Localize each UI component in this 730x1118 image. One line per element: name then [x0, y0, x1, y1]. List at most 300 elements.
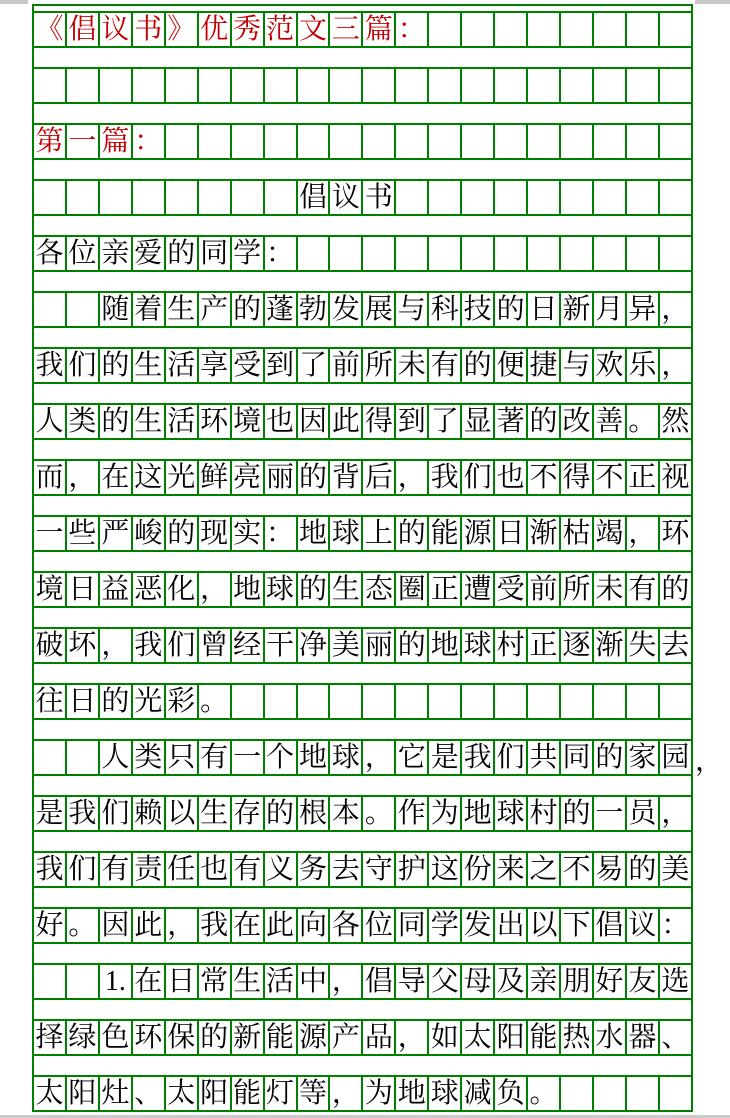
grid-cell: [527, 68, 560, 103]
grid-cell: 阳: [494, 1020, 527, 1055]
grid-cell: 倡: [66, 12, 99, 47]
grid-cell: [626, 1076, 659, 1111]
grid-cell: 护: [395, 852, 428, 887]
grid-cell: [362, 68, 395, 103]
grid-cell: 有: [428, 348, 461, 383]
hanging-punctuation: ，: [695, 746, 724, 777]
grid-cell: 有: [99, 852, 132, 887]
grid-text-row: [33, 740, 692, 775]
grid-cell: 选: [659, 964, 692, 999]
grid-cell: 不: [527, 460, 560, 495]
grid-cell: 地: [461, 796, 494, 831]
grid-text-row: [33, 68, 692, 103]
grid-cell: 共: [527, 740, 560, 775]
grid-cell: 前: [329, 348, 362, 383]
grid-cell: [461, 12, 494, 47]
grid-cell: 家: [626, 740, 659, 775]
grid-cell: [395, 684, 428, 719]
grid-cell: [198, 68, 231, 103]
grid-cell: 任: [165, 852, 198, 887]
grid-cell: 一: [231, 740, 264, 775]
grid-cell: 背: [329, 460, 362, 495]
grid-cell: 枯: [560, 516, 593, 551]
grid-cell: 朋: [560, 964, 593, 999]
grid-cell: 现: [198, 516, 231, 551]
grid-cell: 有: [198, 740, 231, 775]
grid-cell: ，: [66, 460, 99, 495]
grid-cell: 地: [297, 740, 330, 775]
grid-cell: 逐: [560, 628, 593, 663]
grid-cell: 此: [132, 908, 165, 943]
grid-cell: [66, 740, 99, 775]
grid-cell: 去: [659, 628, 692, 663]
grid-cell: 学: [231, 236, 264, 271]
grid-cell: [527, 124, 560, 159]
grid-cell: 在: [99, 460, 132, 495]
grid-text-row: [33, 404, 692, 439]
grid-cell: [428, 12, 461, 47]
grid-spacer-cell: [33, 495, 692, 516]
grid-spacer-cell: [33, 607, 692, 628]
grid-cell: 友: [626, 964, 659, 999]
grid-cell: 地: [395, 1076, 428, 1111]
grid-cell: 展: [362, 292, 395, 327]
grid-cell: 本: [329, 796, 362, 831]
grid-cell: 所: [560, 572, 593, 607]
grid-cell: 曾: [198, 628, 231, 663]
grid-cell: 此: [329, 404, 362, 439]
grid-cell: 也: [264, 404, 297, 439]
grid-cell: [593, 12, 626, 47]
grid-cell: 减: [461, 1076, 494, 1111]
grid-spacer-row: [33, 215, 692, 236]
grid-text-row: [33, 460, 692, 495]
grid-spacer-cell: [33, 327, 692, 348]
grid-cell: [659, 124, 692, 159]
grid-cell: 源: [297, 1020, 330, 1055]
grid-cell: [593, 124, 626, 159]
grid-cell: [659, 180, 692, 215]
grid-cell: 。: [198, 684, 231, 719]
grid-spacer-row: [33, 831, 692, 852]
grid-cell: 境: [33, 572, 66, 607]
grid-cell: [165, 124, 198, 159]
grid-spacer-cell: [33, 271, 692, 292]
grid-text-row: [33, 908, 692, 943]
grid-cell: 类: [132, 740, 165, 775]
grid-cell: [527, 180, 560, 215]
grid-cell: 位: [362, 908, 395, 943]
grid-spacer-row: [33, 999, 692, 1020]
grid-cell: ，: [395, 1020, 428, 1055]
grid-cell: 们: [66, 348, 99, 383]
grid-cell: 热: [560, 1020, 593, 1055]
grid-cell: 正: [626, 460, 659, 495]
grid-cell: 一: [66, 124, 99, 159]
grid-cell: 境: [231, 404, 264, 439]
grid-spacer-row: [33, 607, 692, 628]
grid-cell: 的: [461, 348, 494, 383]
grid-spacer-row: [33, 775, 692, 796]
grid-cell: 议: [99, 12, 132, 47]
grid-cell: [560, 1076, 593, 1111]
grid-cell: [494, 68, 527, 103]
grid-cell: 受: [494, 572, 527, 607]
grid-cell: 活: [165, 348, 198, 383]
grid-cell: 生: [132, 404, 165, 439]
grid-cell: ：: [264, 236, 297, 271]
grid-cell: 净: [297, 628, 330, 663]
grid-cell: 员: [626, 796, 659, 831]
grid-cell: 生: [198, 796, 231, 831]
grid-cell: 三: [329, 12, 362, 47]
grid-cell: 以: [527, 908, 560, 943]
grid-cell: [297, 124, 330, 159]
grid-spacer-row: [33, 327, 692, 348]
grid-cell: [362, 236, 395, 271]
grid-cell: 我: [132, 628, 165, 663]
grid-spacer-row: [33, 383, 692, 404]
grid-cell: 的: [165, 516, 198, 551]
grid-cell: 倡: [593, 908, 626, 943]
grid-cell: 这: [428, 852, 461, 887]
grid-cell: 的: [527, 404, 560, 439]
grid-cell: 遭: [461, 572, 494, 607]
grid-cell: 月: [593, 292, 626, 327]
grid-cell: [461, 180, 494, 215]
grid-cell: [231, 124, 264, 159]
grid-cell: 议: [626, 908, 659, 943]
grid-cell: 乐: [626, 348, 659, 383]
grid-cell: [560, 236, 593, 271]
grid-cell: 实: [231, 516, 264, 551]
grid-spacer-row: [33, 943, 692, 964]
grid-cell: 所: [362, 348, 395, 383]
grid-cell: 在: [132, 964, 165, 999]
grid-cell: [329, 68, 362, 103]
grid-cell: 益: [99, 572, 132, 607]
grid-cell: ，: [362, 740, 395, 775]
grid-spacer-row: [33, 663, 692, 684]
grid-cell: 。: [66, 908, 99, 943]
grid-cell: [494, 236, 527, 271]
grid-cell: 同: [395, 908, 428, 943]
grid-cell: 球: [329, 516, 362, 551]
grid-spacer-cell: [33, 47, 692, 68]
grid-spacer-row: [33, 271, 692, 292]
grid-cell: 环: [659, 516, 692, 551]
grid-spacer-row: [33, 103, 692, 124]
grid-cell: 的: [198, 1020, 231, 1055]
grid-spacer-row: [33, 5, 692, 12]
grid-cell: 出: [494, 908, 527, 943]
grid-cell: 化: [165, 572, 198, 607]
grid-cell: 向: [297, 908, 330, 943]
grid-cell: 保: [165, 1020, 198, 1055]
grid-cell: 新: [231, 1020, 264, 1055]
grid-cell: 随: [99, 292, 132, 327]
grid-cell: 丽: [362, 628, 395, 663]
grid-cell: 此: [264, 908, 297, 943]
grid-cell: 勃: [297, 292, 330, 327]
grid-cell: [264, 180, 297, 215]
grid-spacer-cell: [33, 663, 692, 684]
grid-cell: 科: [428, 292, 461, 327]
grid-cell: ，: [659, 348, 692, 383]
grid-cell: 是: [33, 796, 66, 831]
grid-cell: [66, 180, 99, 215]
grid-cell: 的: [626, 852, 659, 887]
grid-cell: 然: [659, 404, 692, 439]
grid-cell: 下: [560, 908, 593, 943]
grid-cell: [395, 180, 428, 215]
grid-cell: 受: [231, 348, 264, 383]
grid-cell: 恶: [132, 572, 165, 607]
grid-cell: [362, 684, 395, 719]
grid-spacer-cell: [33, 5, 692, 12]
grid-cell: 态: [362, 572, 395, 607]
grid-cell: 生: [132, 348, 165, 383]
grid-cell: 美: [659, 852, 692, 887]
grid-cell: 正: [527, 628, 560, 663]
grid-cell: 经: [231, 628, 264, 663]
grid-cell: 而: [33, 460, 66, 495]
grid-cell: [231, 684, 264, 719]
grid-cell: [99, 180, 132, 215]
grid-cell: 的: [99, 404, 132, 439]
grid-cell: ，: [165, 908, 198, 943]
grid-cell: [66, 964, 99, 999]
grid-cell: [494, 12, 527, 47]
grid-cell: 便: [494, 348, 527, 383]
grid-cell: 同: [198, 236, 231, 271]
grid-cell: 干: [264, 628, 297, 663]
grid-cell: 只: [165, 740, 198, 775]
grid-cell: 发: [329, 292, 362, 327]
grid-cell: 因: [297, 404, 330, 439]
grid-cell: ，: [395, 460, 428, 495]
grid-cell: 易: [593, 852, 626, 887]
grid-cell: 不: [560, 852, 593, 887]
grid-cell: 地: [428, 628, 461, 663]
grid-cell: [626, 180, 659, 215]
grid-spacer-row: [33, 1055, 692, 1076]
grid-cell: 日: [66, 684, 99, 719]
grid-cell: [362, 124, 395, 159]
grid-cell: [165, 68, 198, 103]
grid-cell: 竭: [593, 516, 626, 551]
grid-cell: 与: [395, 292, 428, 327]
grid-cell: [461, 236, 494, 271]
grid-cell: ，: [329, 1076, 362, 1111]
grid-cell: 球: [329, 740, 362, 775]
grid-cell: 源: [461, 516, 494, 551]
grid-spacer-cell: [33, 887, 692, 908]
grid-cell: 们: [66, 852, 99, 887]
grid-cell: 一: [593, 796, 626, 831]
grid-cell: 活: [264, 964, 297, 999]
grid-cell: 绿: [66, 1020, 99, 1055]
grid-cell: 破: [33, 628, 66, 663]
grid-cell: ，: [329, 964, 362, 999]
grid-cell: 因: [99, 908, 132, 943]
grid-cell: 类: [66, 404, 99, 439]
grid-spacer-row: [33, 495, 692, 516]
grid-cell: 议: [329, 180, 362, 215]
grid-cell: 人: [33, 404, 66, 439]
grid-cell: 》: [165, 12, 198, 47]
grid-text-row: [33, 292, 692, 327]
grid-cell: 篇: [99, 124, 132, 159]
grid-cell: 圈: [395, 572, 428, 607]
grid-cell: 发: [461, 908, 494, 943]
grid-cell: 。: [626, 404, 659, 439]
grid-spacer-row: [33, 159, 692, 180]
grid-cell: 同: [560, 740, 593, 775]
grid-cell: [659, 236, 692, 271]
grid-cell: [264, 124, 297, 159]
grid-cell: [33, 292, 66, 327]
grid-cell: [33, 740, 66, 775]
grid-cell: 守: [362, 852, 395, 887]
grid-cell: 之: [527, 852, 560, 887]
grid-cell: 到: [395, 404, 428, 439]
grid-cell: [527, 12, 560, 47]
grid-cell: 些: [66, 516, 99, 551]
grid-spacer-row: [33, 551, 692, 572]
grid-spacer-cell: [33, 1055, 692, 1076]
grid-cell: 球: [264, 572, 297, 607]
grid-cell: 我: [33, 348, 66, 383]
grid-cell: [560, 180, 593, 215]
composition-grid: [32, 4, 724, 1112]
grid-cell: [329, 236, 362, 271]
grid-cell: 负: [494, 1076, 527, 1111]
grid-cell: 各: [329, 908, 362, 943]
grid-cell: 在: [231, 908, 264, 943]
grid-cell: ，: [99, 628, 132, 663]
grid-spacer-row: [33, 887, 692, 908]
grid-cell: 我: [198, 908, 231, 943]
grid-cell: [33, 180, 66, 215]
grid-cell: 义: [264, 852, 297, 887]
grid-cell: 着: [132, 292, 165, 327]
grid-cell: [659, 684, 692, 719]
grid-cell: [626, 12, 659, 47]
grid-cell: 亮: [231, 460, 264, 495]
grid-spacer-cell: [33, 719, 692, 740]
grid-cell: 父: [428, 964, 461, 999]
grid-cell: 的: [99, 348, 132, 383]
grid-cell: ，: [198, 572, 231, 607]
grid-cell: [231, 68, 264, 103]
grid-cell: [626, 124, 659, 159]
grid-cell: 上: [362, 516, 395, 551]
grid-spacer-cell: [33, 999, 692, 1020]
grid-cell: [329, 124, 362, 159]
grid-cell: 渐: [527, 516, 560, 551]
grid-text-row: [33, 1020, 692, 1055]
grid-cell: 导: [395, 964, 428, 999]
grid-cell: 倡: [297, 180, 330, 215]
grid-cell: 活: [165, 404, 198, 439]
grid-spacer-cell: [33, 103, 692, 124]
grid-cell: 一: [33, 516, 66, 551]
grid-cell: 峻: [132, 516, 165, 551]
grid-cell: 到: [264, 348, 297, 383]
grid-cell: 份: [461, 852, 494, 887]
grid-cell: 我: [461, 740, 494, 775]
grid-cell: 的: [165, 236, 198, 271]
grid-cell: 球: [461, 628, 494, 663]
grid-cell: 灶: [99, 1076, 132, 1111]
grid-cell: 地: [231, 572, 264, 607]
grid-cell: 的: [593, 740, 626, 775]
grid-cell: 的: [297, 460, 330, 495]
grid-cell: 秀: [231, 12, 264, 47]
grid-cell: 、: [659, 1020, 692, 1055]
grid-cell: 能: [428, 516, 461, 551]
grid-cell: [132, 68, 165, 103]
grid-cell: [659, 12, 692, 47]
grid-cell: 日: [527, 292, 560, 327]
grid-cell: 器: [626, 1020, 659, 1055]
grid-cell: [198, 124, 231, 159]
grid-cell: 、: [132, 1076, 165, 1111]
grid-cell: 们: [165, 628, 198, 663]
grid-cell: 的: [264, 796, 297, 831]
grid-cell: 了: [297, 348, 330, 383]
page-edge-top-left: [0, 0, 28, 4]
grid-cell: 第: [33, 124, 66, 159]
grid-cell: 了: [428, 404, 461, 439]
grid-cell: 太: [461, 1020, 494, 1055]
grid-spacer-row: [33, 47, 692, 68]
grid-cell: 园 ，: [659, 740, 692, 775]
grid-cell: 捷: [527, 348, 560, 383]
grid-cell: [428, 124, 461, 159]
grid-cell: 阳: [198, 1076, 231, 1111]
grid-text-row: [33, 796, 692, 831]
grid-cell: 彩: [165, 684, 198, 719]
grid-cell: 日: [165, 964, 198, 999]
grid-cell: 正: [428, 572, 461, 607]
grid-cell: [560, 68, 593, 103]
grid-text-row: [33, 236, 692, 271]
grid-cell: 新: [560, 292, 593, 327]
grid-cell: 改: [560, 404, 593, 439]
grid-cell: [593, 1076, 626, 1111]
grid-spacer-cell: [33, 159, 692, 180]
grid-spacer-cell: [33, 439, 692, 460]
grid-text-row: [33, 180, 692, 215]
grid-cell: [461, 684, 494, 719]
grid-text-row: [33, 348, 692, 383]
grid-cell: 。: [362, 796, 395, 831]
grid-cell: [659, 1076, 692, 1111]
grid-cell: [99, 68, 132, 103]
grid-cell: 好: [33, 908, 66, 943]
grid-cell: 异: [626, 292, 659, 327]
grid-cell: 的: [99, 684, 132, 719]
grid-cell: [428, 236, 461, 271]
grid-cell: [593, 180, 626, 215]
grid-text-row: [33, 684, 692, 719]
grid-cell: 优: [198, 12, 231, 47]
grid-cell: ：: [659, 908, 692, 943]
grid-cell: 的: [560, 796, 593, 831]
grid-cell: ，: [659, 796, 692, 831]
